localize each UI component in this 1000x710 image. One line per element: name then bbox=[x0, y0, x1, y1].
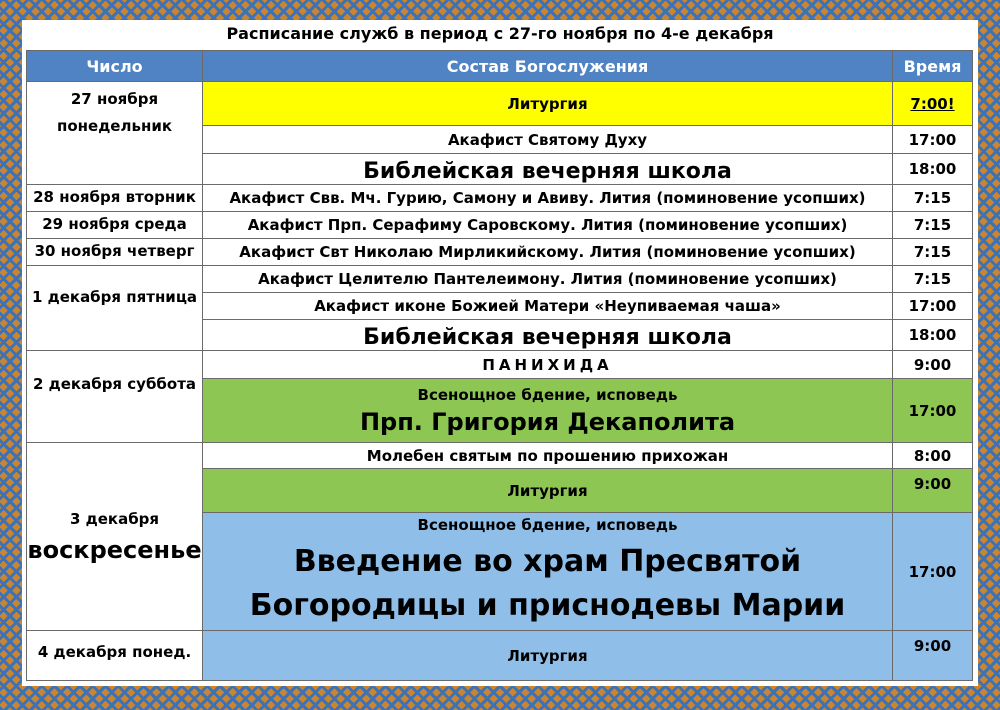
service-cell: Литургия bbox=[203, 631, 893, 681]
time-cell: 7:15 bbox=[893, 212, 973, 239]
service-cell bbox=[203, 154, 893, 185]
time-cell: 18:00 bbox=[893, 320, 973, 351]
time-cell: 9:00 bbox=[893, 631, 973, 681]
table-row bbox=[27, 266, 973, 293]
service-label: Библейская вечерняя школа bbox=[363, 159, 732, 184]
date-cell: 4 декабря понед. bbox=[27, 631, 203, 681]
time-cell: 7:15 bbox=[893, 266, 973, 293]
time-cell: 18:00 bbox=[893, 154, 973, 185]
table-row bbox=[27, 239, 973, 266]
table-row bbox=[27, 185, 973, 212]
date-cell: 1 декабря пятница bbox=[27, 266, 203, 351]
page-title: Расписание служб в период с 27-го ноября по 4-е декабря bbox=[226, 24, 774, 43]
service-cell: Акафист иконе Божией Матери «Неупиваемая чаша» bbox=[203, 293, 893, 320]
table-row bbox=[27, 212, 973, 239]
table-row bbox=[27, 631, 973, 681]
table-row bbox=[27, 82, 973, 126]
time-cell: 17:00 bbox=[893, 513, 973, 631]
service-subtitle: Всенощное бдение, исповедь bbox=[417, 515, 678, 534]
time-cell: 9:00 bbox=[893, 469, 973, 513]
date-cell: 30 ноября четверг bbox=[27, 239, 203, 266]
date-cell: 29 ноября среда bbox=[27, 212, 203, 239]
service-label: ПАНИХИДА bbox=[482, 355, 613, 374]
service-cell bbox=[203, 351, 893, 379]
weekday-label: понедельник bbox=[56, 117, 173, 135]
header-date: Число bbox=[27, 51, 203, 82]
time-cell: 17:00 bbox=[893, 126, 973, 154]
time-cell: 7:15 bbox=[893, 185, 973, 212]
table-row bbox=[27, 351, 973, 379]
time-cell: 8:00 bbox=[893, 443, 973, 469]
service-cell bbox=[203, 379, 893, 443]
feast-title: Прп. Григория Декаполита bbox=[359, 407, 736, 436]
service-cell: Акафист Свв. Мч. Гурию, Самону и Авиву. Лития (поминовение усопших) bbox=[203, 185, 893, 212]
date-cell: 28 ноября вторник bbox=[27, 185, 203, 212]
date-label: 27 ноября bbox=[70, 90, 159, 108]
service-cell: Акафист Целителю Пантелеимону. Лития (поминовение усопших) bbox=[203, 266, 893, 293]
header-service: Состав Богослужения bbox=[203, 51, 893, 82]
time-cell: 17:00 bbox=[893, 379, 973, 443]
weekday-label: воскресенье bbox=[27, 536, 202, 564]
header-time: Время bbox=[893, 51, 973, 82]
service-label: Библейская вечерняя школа bbox=[363, 325, 732, 350]
header-row bbox=[27, 51, 973, 82]
date-cell: 2 декабря суббота bbox=[27, 351, 203, 443]
feast-title: Введение во храм Пресвятой Богородицы и приснодевы Марии bbox=[249, 543, 846, 623]
service-cell bbox=[203, 513, 893, 631]
schedule-sheet bbox=[22, 20, 978, 686]
time-cell: 7:15 bbox=[893, 239, 973, 266]
table-row bbox=[27, 443, 973, 469]
date-label: 3 декабря bbox=[69, 510, 160, 528]
time-cell: 17:00 bbox=[893, 293, 973, 320]
time-cell: 7:00! bbox=[893, 82, 973, 126]
service-cell: Акафист Прп. Серафиму Саровскому. Лития (поминовение усопших) bbox=[203, 212, 893, 239]
service-cell: Акафист Святому Духу bbox=[203, 126, 893, 154]
service-subtitle: Всенощное бдение, исповедь bbox=[417, 385, 678, 404]
service-cell bbox=[203, 320, 893, 351]
service-cell: Акафист Свт Николаю Мирликийскому. Лития (поминовение усопших) bbox=[203, 239, 893, 266]
service-cell: Литургия bbox=[203, 469, 893, 513]
date-cell bbox=[27, 443, 203, 631]
schedule-table bbox=[26, 50, 973, 681]
service-cell: Молебен святым по прошению прихожан bbox=[203, 443, 893, 469]
service-cell: Литургия bbox=[203, 82, 893, 126]
date-cell bbox=[27, 82, 203, 185]
time-cell: 9:00 bbox=[893, 351, 973, 379]
